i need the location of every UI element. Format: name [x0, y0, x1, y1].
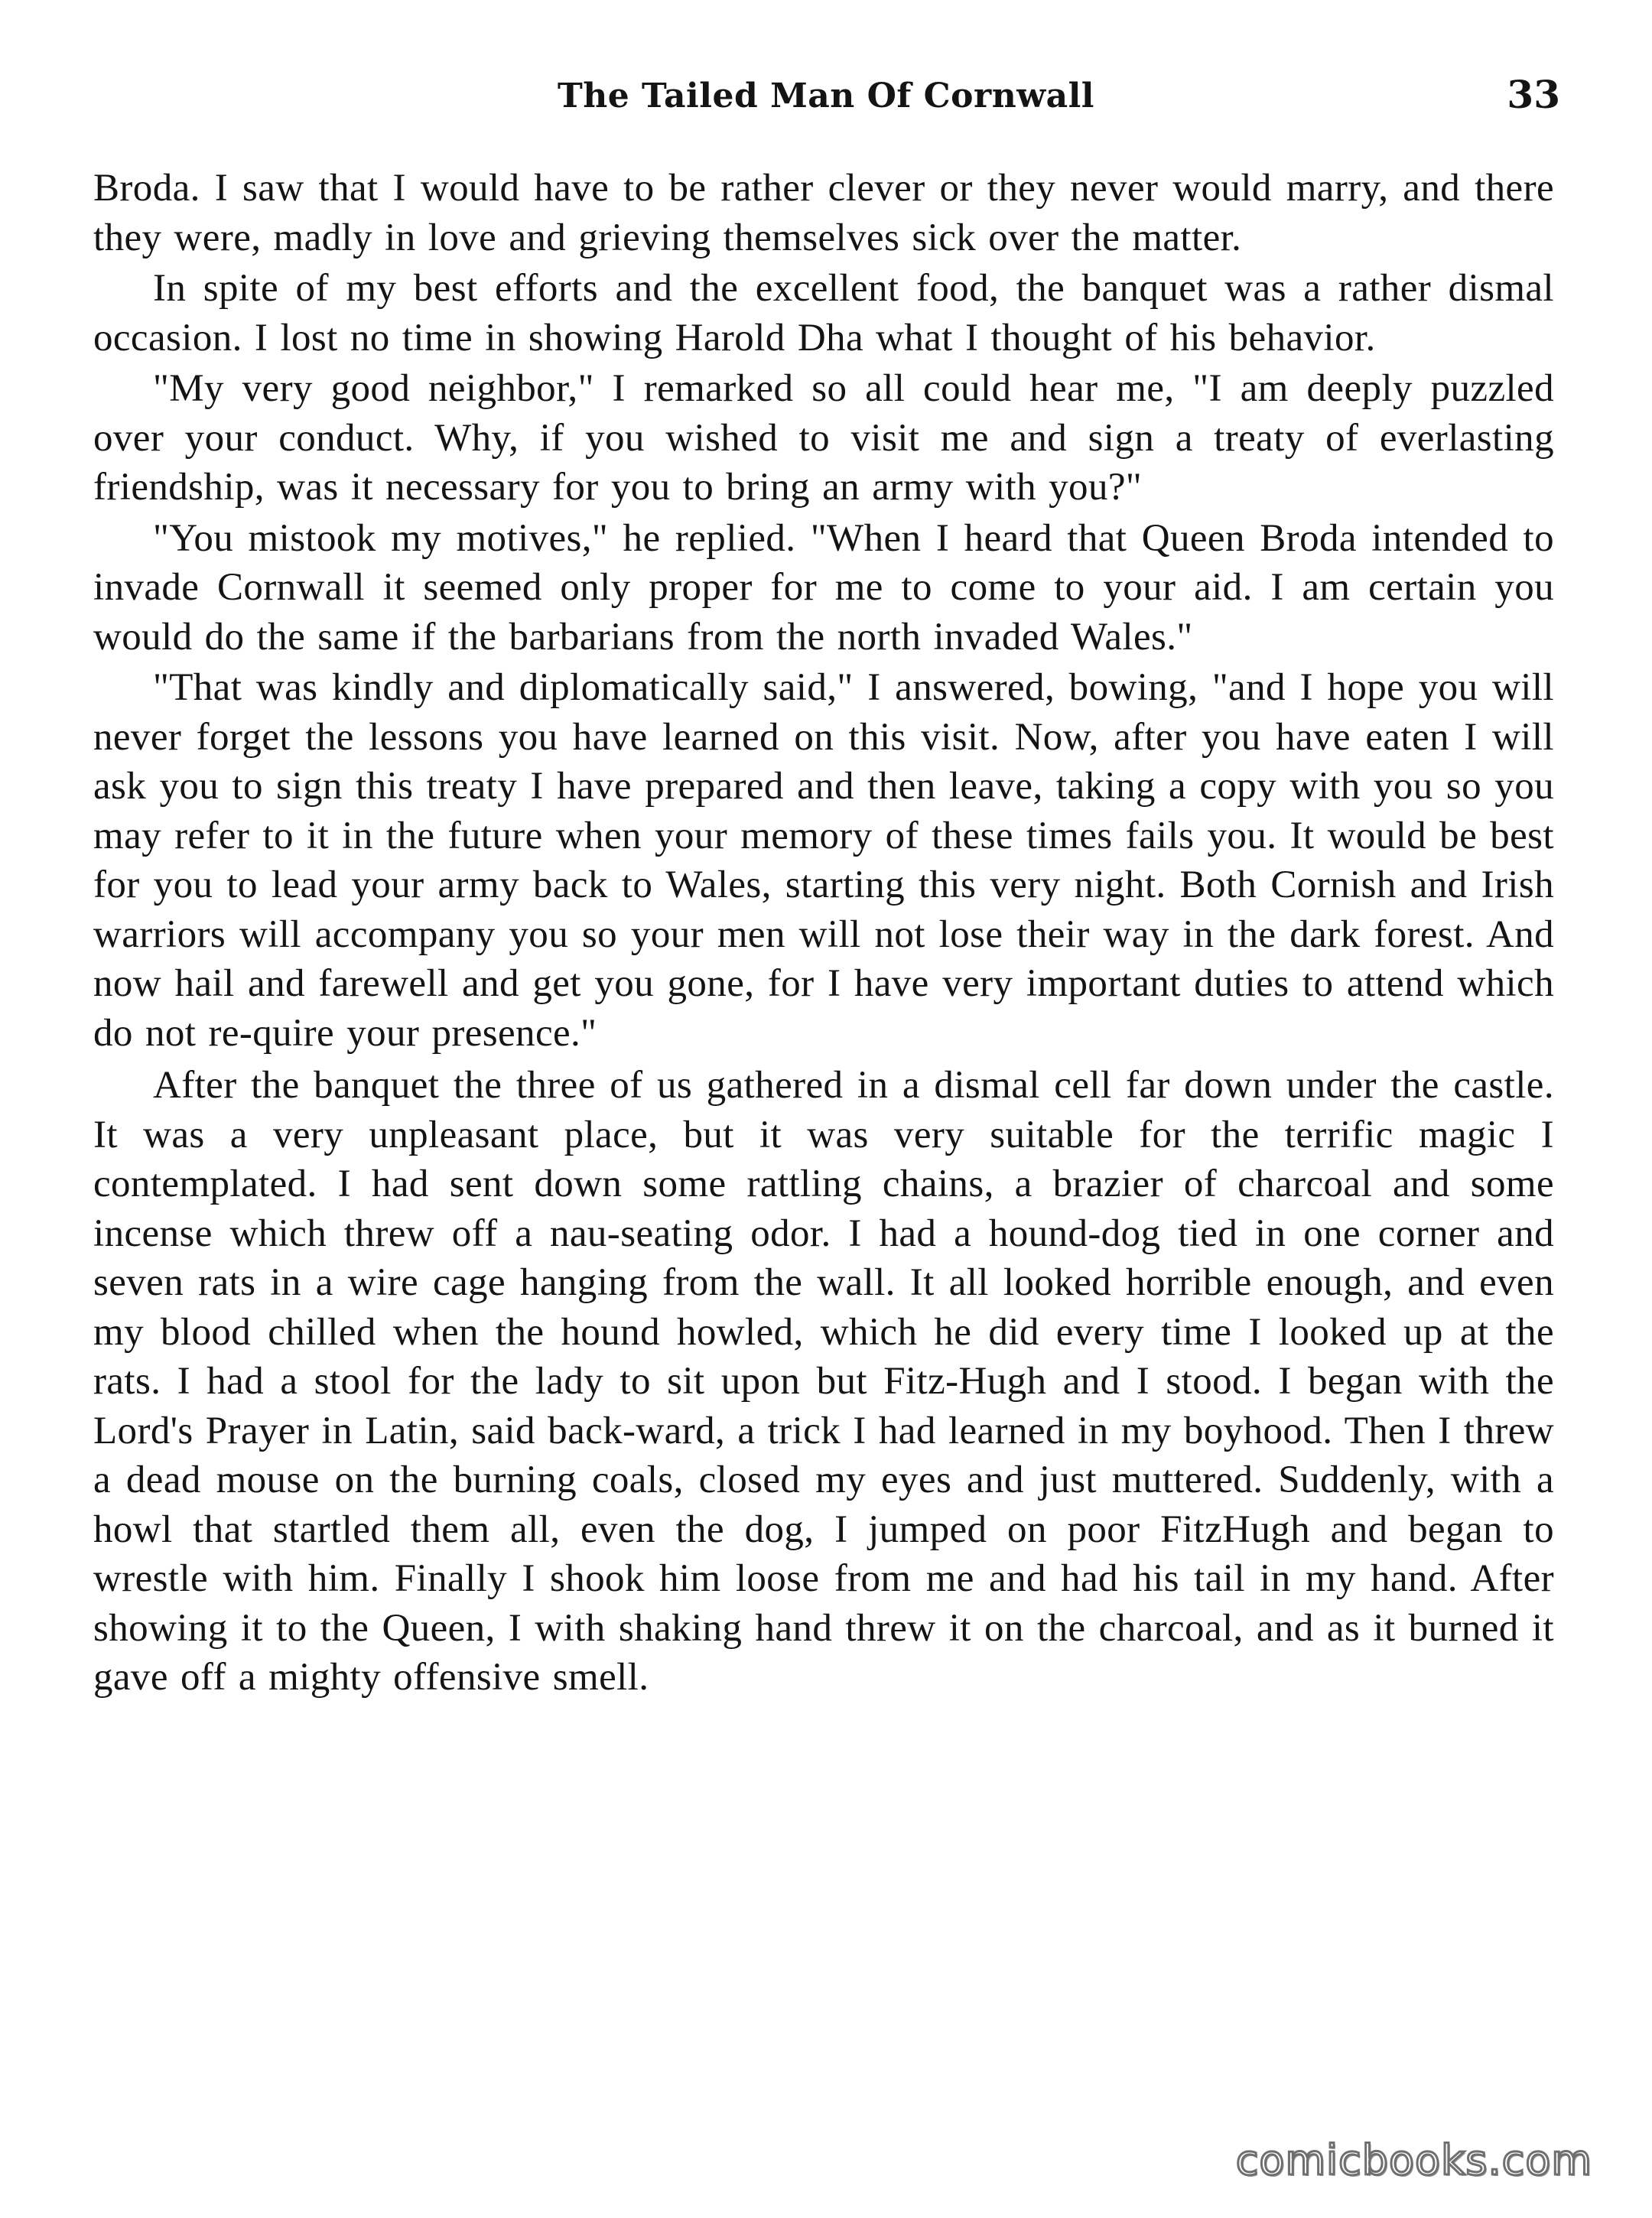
running-title: The Tailed Man Of Cornwall: [557, 76, 1095, 115]
page-number: 33: [1507, 72, 1560, 117]
paragraph: After the banquet the three of us gathered in a dismal cell far down under the castle. It was a very unpleasant place, but it was very suitable for the terrific magic I contemplated. I had sent down some rattling chains, a brazier of charcoal and some incense which threw off a nau-seating odor. I had a hound-dog tied in one corner and seven rats in a wire cage hanging from the wall. It all looked horrible enough, and even my blood chilled when the hound howled, which he did every time I looked up at the rats. I had a stool for the lady to sit upon but Fitz-Hugh and I stood. I began with the Lord's Prayer in Latin, said back-ward, a trick I had learned in my boyhood. Then I threw a dead mouse on the burning coals, closed my eyes and just muttered. Suddenly, with a howl that startled them all, even the dog, I jumped on poor FitzHugh and began to wrestle with him. Finally I shook him loose from me and had his tail in my hand. After showing it to the Queen, I with shaking hand threw it on the charcoal, and as it burned it gave off a mighty offensive smell.: [93, 1064, 1554, 1699]
paragraph: "My very good neighbor," I remarked so all could hear me, "I am deeply puzzled over your conduct. Why, if you wished to visit me and sign a treaty of everlasting friendship, was it necessary for you to bring an army with you?": [93, 367, 1554, 509]
watermark-logo: comicbooks.com: [1235, 2136, 1592, 2184]
body-text: [93, 164, 1554, 1704]
page-header: [92, 72, 1560, 138]
paragraph: "You mistook my motives," he replied. "When I heard that Queen Broda intended to invade Cornwall it seemed only proper for me to come to your aid. I am certain you would do the same if the barbarians from the north invaded Wales.": [93, 516, 1554, 659]
paragraph: "That was kindly and diplomatically said," I answered, bowing, "and I hope you will never forget the lessons you have learned on this visit. Now, after you have eaten I will ask you to sign this treaty I have prepared and then leave, taking a copy with you so you may refer to it in the future when your memory of these times fails you. It would be best for you to lead your army back to Wales, starting this very night. Both Cornish and Irish warriors will accompany you so your men will not lose their way in the dark forest. And now hail and farewell and get you gone, for I have very important duties to attend which do not re-quire your presence.": [93, 666, 1554, 1055]
paragraph: Broda. I saw that I would have to be rather clever or they never would marry, and there they were, madly in love and grieving themselves sick over the matter.: [93, 167, 1554, 259]
paragraph: In spite of my best efforts and the excellent food, the banquet was a rather dismal occasion. I lost no time in showing Harold Dha what I thought of his behavior.: [93, 267, 1554, 359]
